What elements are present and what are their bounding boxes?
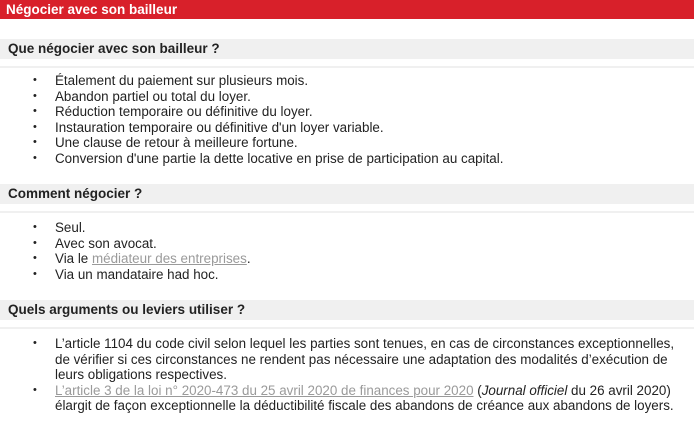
- bullet-icon: •: [33, 337, 37, 349]
- list-item: • Réduction temporaire ou définitive du loyer.: [33, 104, 313, 119]
- list-item: • Avec son avocat.: [33, 235, 157, 251]
- bullet-icon: •: [33, 252, 37, 264]
- bullet-icon: •: [33, 236, 37, 249]
- list-item: • Seul.: [33, 220, 86, 235]
- loi-finances-link[interactable]: L’article 3 de la loi n° 2020-473 du 25 avril 2020 de finances pour 2020: [55, 382, 474, 398]
- bullet-icon: •: [33, 151, 37, 164]
- list-item: • Via un mandataire had hoc.: [33, 266, 219, 282]
- bullet-icon: •: [33, 120, 37, 133]
- page-title: Négocier avec son bailleur: [0, 0, 694, 19]
- bullet-icon: •: [33, 267, 37, 280]
- list-item: • Conversion d'une partie la dette locative en prise de participation au capital.: [33, 150, 504, 166]
- bullet-icon: •: [33, 136, 37, 148]
- section-heading-how-to-negotiate: Comment négocier ?: [0, 184, 694, 204]
- section-band: [0, 327, 694, 329]
- section-band: [0, 211, 694, 213]
- negotiation-topics-list: [0, 73, 694, 166]
- bullet-icon: •: [33, 105, 37, 117]
- list-item: • L’article 3 de la loi n° 2020-473 du 25 avril 2020 de finances pour 2020 (Journal officiel du 26 avril 2020) élargit de façon exceptionnelle la déductibilité fiscale des abandons de créance aux abandons de loyers.: [33, 382, 674, 413]
- list-item: • Une clause de retour à meilleure fortune.: [33, 135, 298, 150]
- arguments-list: [0, 336, 694, 414]
- list-item: • L’article 1104 du code civil selon lequel les parties sont tenues, en cas de circonstances exceptionnelles, de vérifier si ces circonstances ne rendent pas nécessaire une adaptation des modalités d’exécution de leurs obligations respectives.: [33, 336, 675, 382]
- section-band: [0, 66, 694, 68]
- mediateur-link[interactable]: médiateur des entreprises: [91, 251, 247, 266]
- bullet-icon: •: [33, 74, 37, 86]
- bullet-icon: •: [33, 221, 37, 233]
- list-item: • Abandon partiel ou total du loyer.: [33, 88, 251, 104]
- section-heading-what-to-negotiate: Que négocier avec son bailleur ?: [0, 39, 694, 59]
- list-item: • Via le médiateur des entreprises.: [33, 251, 251, 266]
- section-heading-arguments: Quels arguments ou leviers utiliser ?: [0, 300, 694, 320]
- list-item: • Étalement du paiement sur plusieurs mois.: [33, 73, 309, 88]
- bullet-icon: •: [33, 383, 37, 396]
- negotiation-methods-list: [0, 220, 694, 282]
- bullet-icon: •: [33, 89, 37, 102]
- list-item: • Instauration temporaire ou définitive d'un loyer variable.: [33, 119, 384, 135]
